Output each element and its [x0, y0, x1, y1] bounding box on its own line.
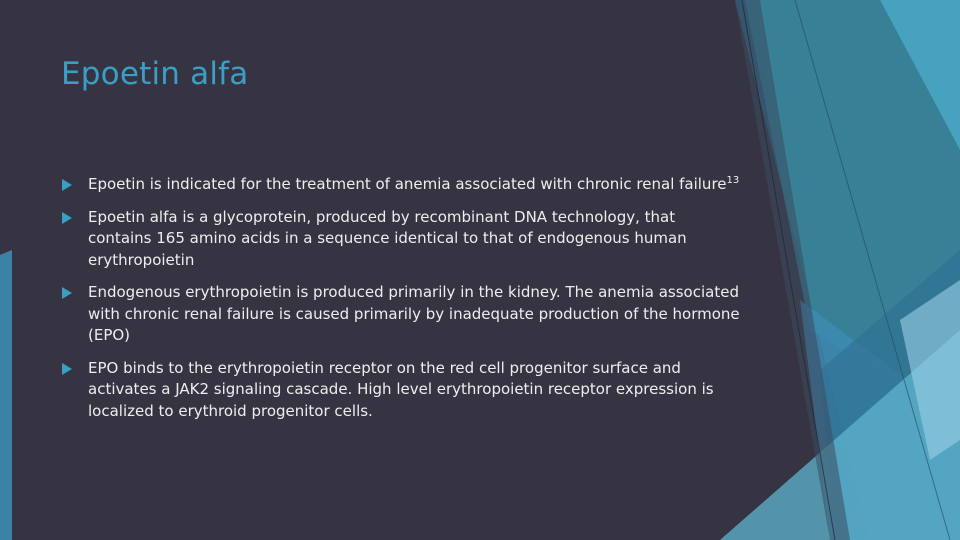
bullet-item: [62, 282, 742, 347]
slide-title: Epoetin alfa: [61, 56, 249, 92]
citation-superscript: 13: [726, 175, 740, 186]
bullet-text: Epoetin is indicated for the treatment of anemia associated with chronic renal failure: [88, 175, 727, 193]
bullet-text: Epoetin alfa is a glycoprotein, produced by recombinant DNA technology, that contains 165 amino acids in a sequence identical to that of endogenous human erythropoietin: [88, 207, 687, 269]
triangle-right-icon: [62, 179, 72, 191]
bullet-item: [62, 358, 742, 423]
bullet-item: [62, 207, 742, 272]
bullet-text: EPO binds to the erythropoietin receptor on the red cell progenitor surface and activates a JAK2 signaling cascade. High level erythropoietin receptor expression is localized to erythroid progenitor cells.: [88, 358, 714, 420]
bullet-list: [62, 174, 742, 433]
triangle-right-icon: [62, 212, 72, 224]
bullet-text: Endogenous erythropoietin is produced primarily in the kidney. The anemia associated with chronic renal failure is caused primarily by inadequate production of the hormone (EPO): [88, 283, 740, 344]
triangle-right-icon: [62, 363, 72, 375]
bullet-item: [62, 174, 742, 196]
triangle-right-icon: [62, 287, 72, 299]
